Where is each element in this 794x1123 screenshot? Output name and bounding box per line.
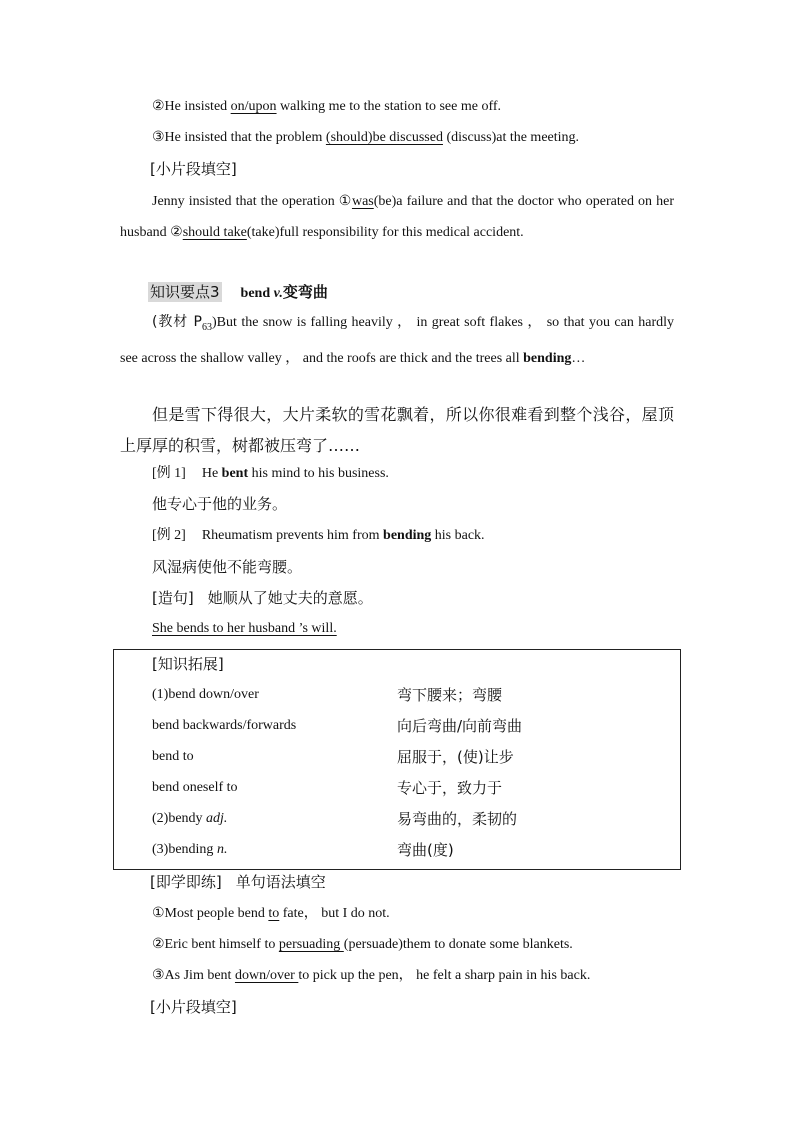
answer-blank: (should)be discussed xyxy=(325,130,443,145)
answer-blank: persuading xyxy=(278,937,344,952)
textbook-quote: (教材 $P_{63})But$ the snow is falling heavily ， in great soft flakes ， so that you can hardly see across the shallow valley ， and the roofs are thick and the trees all bending… xyxy=(120,314,675,366)
expansion-phrase: bend oneself to xyxy=(152,780,238,795)
example-1-translation: 他专心于他的业务。 xyxy=(152,495,288,513)
expansion-phrase: bend backwards/forwards xyxy=(152,718,297,733)
expansion-phrase: (3)bending n. xyxy=(152,842,228,857)
example-2: [例 2] Rheumatism prevents him from bending his back. xyxy=(152,528,485,543)
example-2-translation: 风湿病使他不能弯腰。 xyxy=(152,558,303,576)
knowledge-point-tag: 知识要点3 xyxy=(150,283,220,301)
knowledge-point-heading: 知识要点3 bend v.变弯曲 xyxy=(150,283,328,301)
answer-blank: was xyxy=(351,194,374,209)
sentence-2: ②He insisted on/upon walking me to the station to see me off. xyxy=(152,99,502,114)
fill-paragraph: Jenny insisted that the operation ①was(be)a failure and that the doctor who operated on her husband ②should take(take)full responsibility for this medical accident. xyxy=(120,194,674,240)
practice-question-1: ①Most people bend to fate， but I do not. xyxy=(152,906,390,921)
answer-blank: on/upon xyxy=(230,99,277,114)
answer-blank: to xyxy=(268,906,280,921)
expansion-meaning: 弯下腰来；弯腰 xyxy=(397,686,503,704)
expansion-meaning: 向后弯曲/向前弯曲 xyxy=(397,717,523,735)
knowledge-expansion-box xyxy=(113,649,681,870)
sentence-making: [造句] 她顺从了她丈夫的意愿。 xyxy=(152,589,373,607)
answer-blank: down/over xyxy=(234,968,299,983)
expansion-phrase: (1)bend down/over xyxy=(152,687,259,702)
chinese-translation: 但是雪下得很大，大片柔软的雪花飘着，所以你很难看到整个浅谷，屋顶上厚厚的积雪，树都被压弯了…… xyxy=(120,405,674,455)
headword: bend xyxy=(240,286,271,301)
expansion-meaning: 弯曲(度) xyxy=(397,841,454,859)
practice-heading: [即学即练] 单句语法填空 xyxy=(150,873,326,891)
expansion-meaning: 专心于，致力于 xyxy=(397,779,503,797)
expansion-meaning: 屈服于，(使)让步 xyxy=(397,748,514,766)
example-1: [例 1] He bent his mind to his business. xyxy=(152,466,389,481)
expansion-phrase: (2)bendy adj. xyxy=(152,811,228,826)
expansion-title: [知识拓展] xyxy=(152,655,224,673)
sentence-making-answer: She bends to her husband ’s will. xyxy=(152,621,337,636)
practice-question-2: ②Eric bent himself to persuading (persuade)them to donate some blankets. xyxy=(152,937,573,952)
practice-question-3: ③As Jim bent down/over to pick up the pen， he felt a sharp pain in his back. xyxy=(152,968,591,983)
small-fill-title: [小片段填空] xyxy=(150,160,237,178)
expansion-meaning: 易弯曲的，柔韧的 xyxy=(397,810,518,828)
answer-blank: should take xyxy=(182,225,247,240)
expansion-phrase: bend to xyxy=(152,749,194,764)
small-fill-title-2: [小片段填空] xyxy=(150,998,237,1016)
sentence-3: ③He insisted that the problem (should)be discussed (discuss)at the meeting. xyxy=(152,130,580,145)
